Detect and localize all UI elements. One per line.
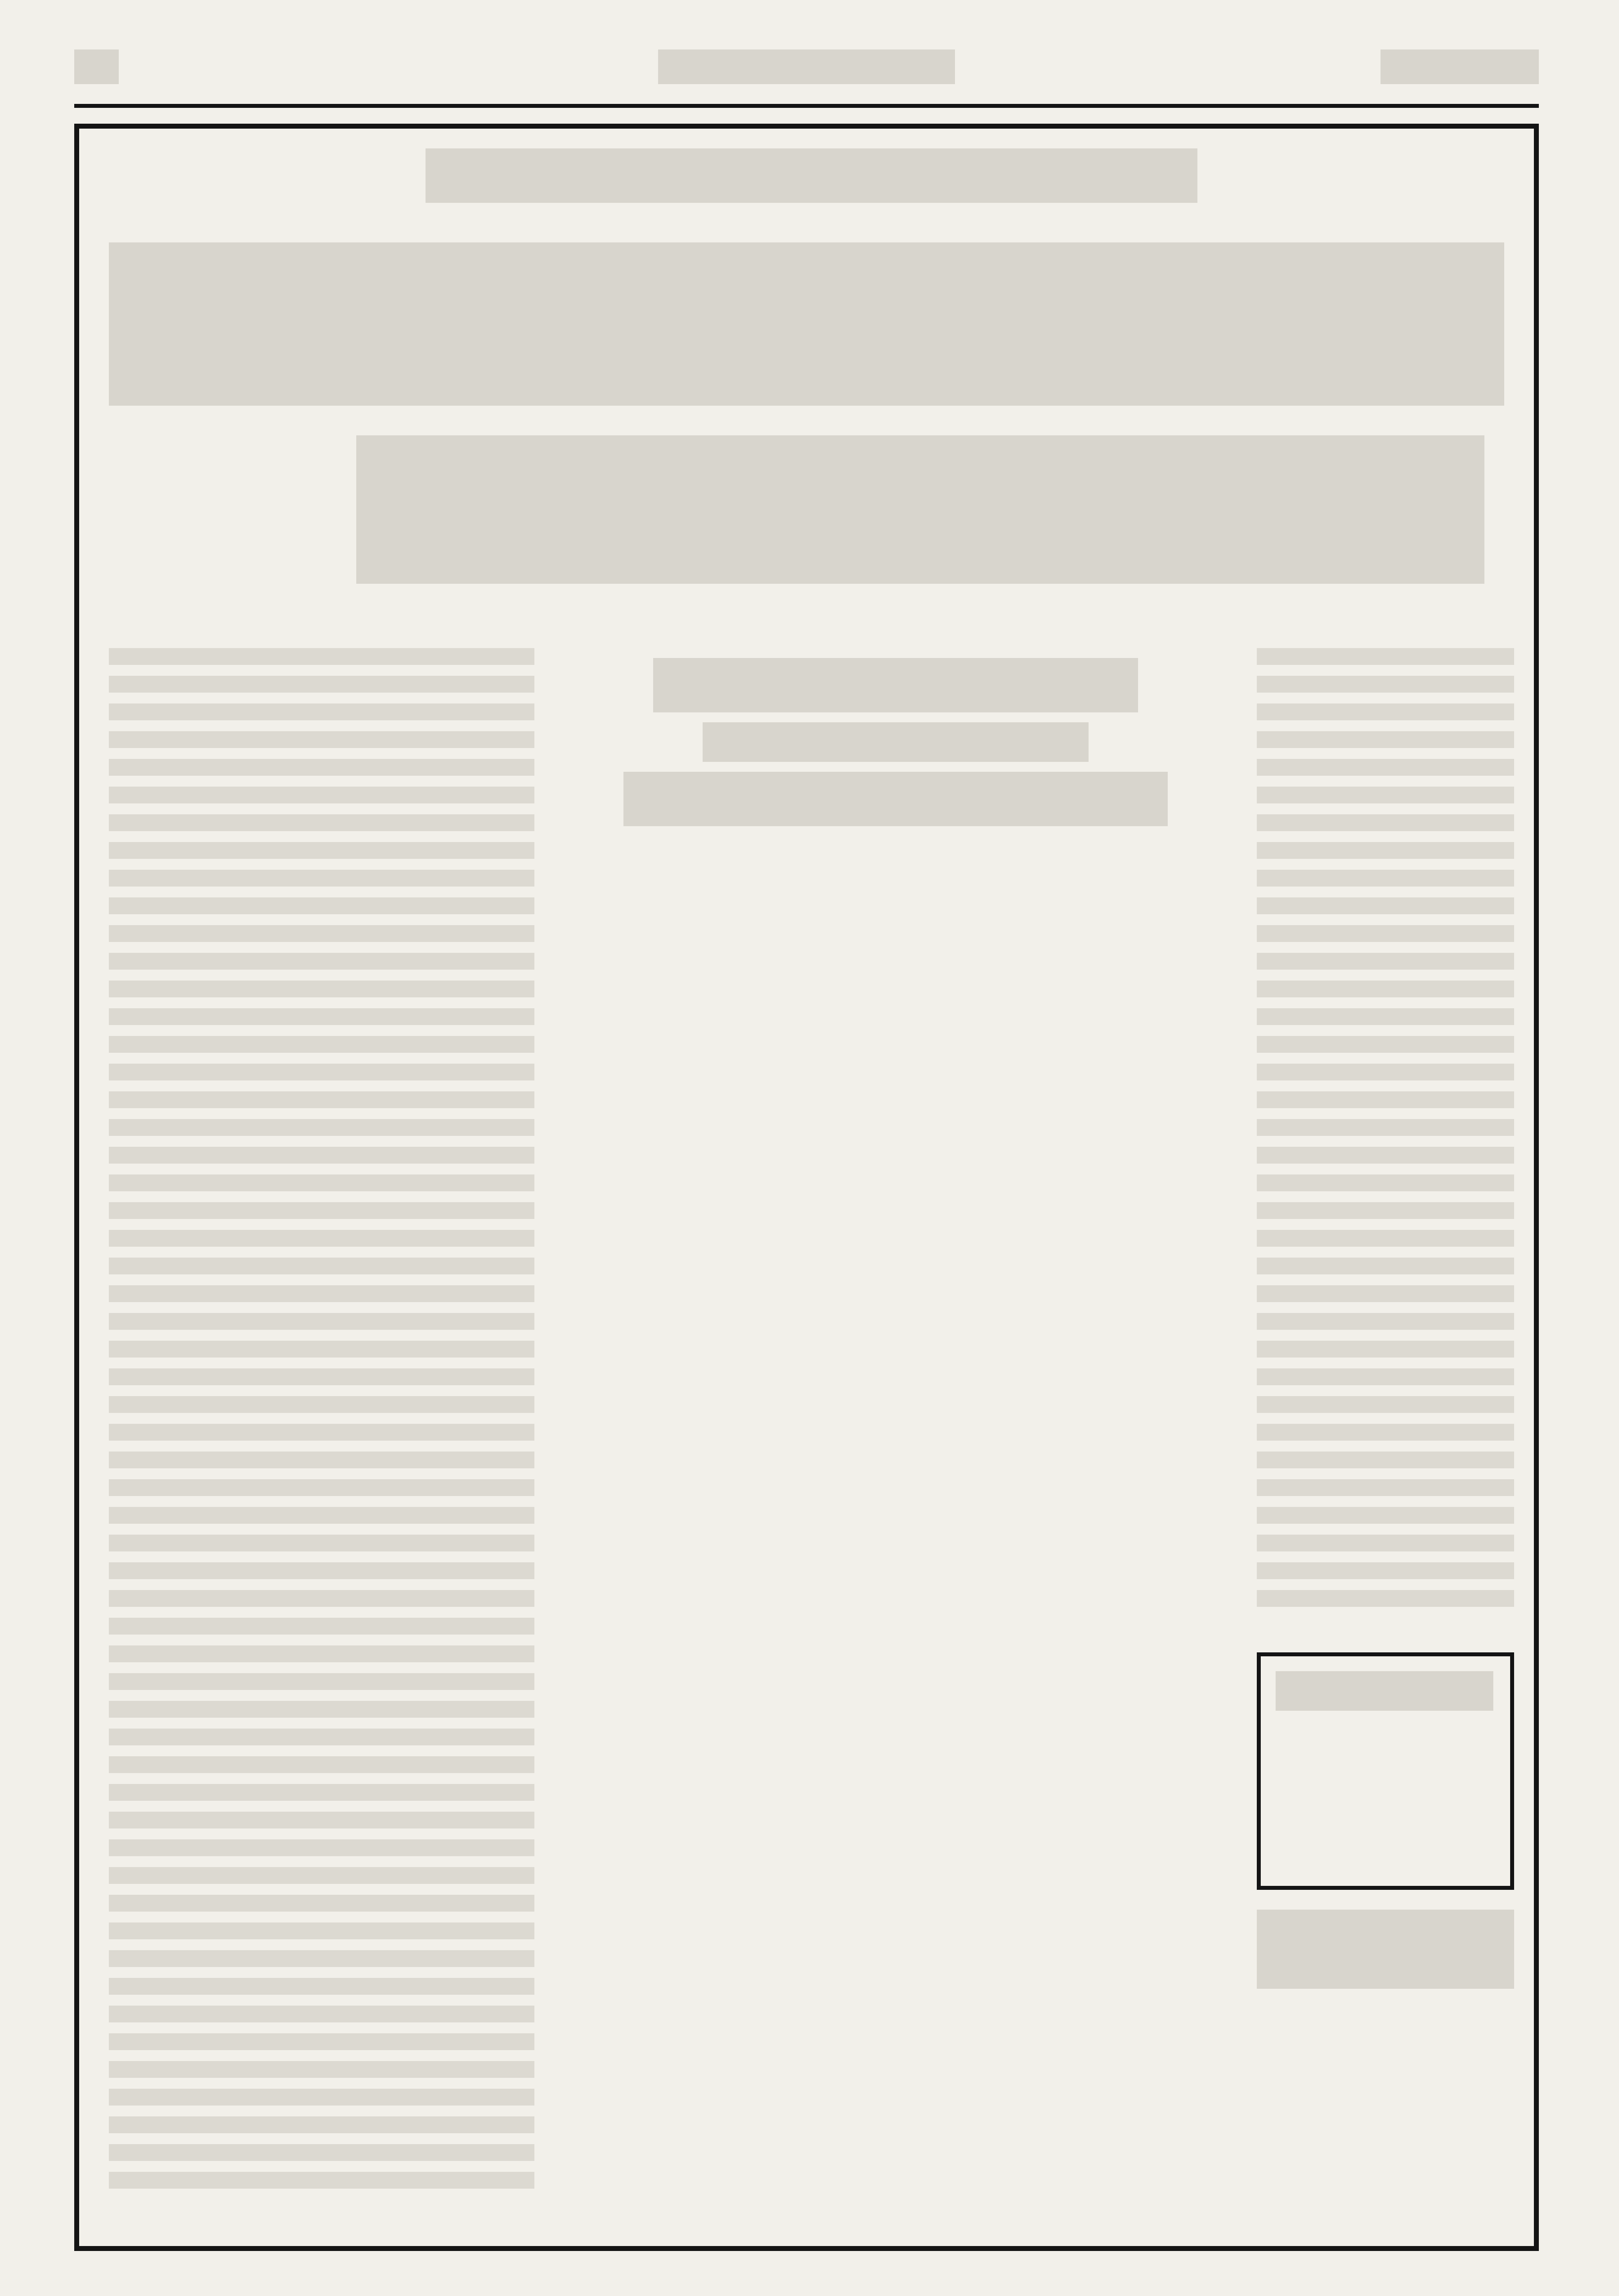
text-line-placeholder — [109, 1839, 534, 1856]
text-line-placeholder — [109, 703, 534, 720]
text-line-placeholder — [1257, 1590, 1514, 1607]
text-line-placeholder — [109, 1729, 534, 1745]
issue-date — [1381, 49, 1539, 84]
text-line-placeholder — [1257, 953, 1514, 970]
text-line-placeholder — [1257, 759, 1514, 776]
text-line-placeholder — [109, 1701, 534, 1718]
text-line-placeholder — [109, 925, 534, 942]
text-line-placeholder — [109, 1867, 534, 1884]
text-line-placeholder — [109, 814, 534, 831]
text-line-placeholder — [1257, 1091, 1514, 1108]
text-line-placeholder — [1257, 1396, 1514, 1413]
text-line-placeholder — [109, 676, 534, 693]
text-line-placeholder — [109, 1424, 534, 1441]
text-line-placeholder — [109, 1091, 534, 1108]
text-line-placeholder — [109, 1452, 534, 1468]
text-line-placeholder — [1257, 1341, 1514, 1358]
text-line-placeholder — [109, 787, 534, 803]
text-line-placeholder — [109, 1008, 534, 1025]
headline-line-1 — [109, 242, 1504, 406]
text-line-placeholder — [1257, 897, 1514, 914]
sub-article-subtitle-2 — [623, 772, 1168, 826]
text-line-placeholder — [109, 2116, 534, 2133]
text-line-placeholder — [109, 1285, 534, 1302]
text-line-placeholder — [1257, 676, 1514, 693]
text-line-placeholder — [1257, 814, 1514, 831]
text-line-placeholder — [109, 1368, 534, 1385]
text-line-placeholder — [109, 1258, 534, 1274]
text-line-placeholder — [109, 1341, 534, 1358]
text-line-placeholder — [109, 648, 534, 665]
text-line-placeholder — [1257, 703, 1514, 720]
text-line-placeholder — [109, 1922, 534, 1939]
text-line-placeholder — [1257, 925, 1514, 942]
left-column — [109, 648, 534, 2221]
sub-article-title — [653, 658, 1138, 712]
text-line-placeholder — [109, 981, 534, 997]
text-line-placeholder — [109, 1479, 534, 1496]
text-line-placeholder — [1257, 1202, 1514, 1219]
text-line-placeholder — [109, 1978, 534, 1995]
text-line-placeholder — [1257, 1479, 1514, 1496]
text-line-placeholder — [109, 1950, 534, 1967]
text-line-placeholder — [109, 2006, 534, 2022]
text-line-placeholder — [109, 897, 534, 914]
article-frame — [74, 124, 1539, 2251]
text-line-placeholder — [109, 2172, 534, 2189]
section-heading — [426, 148, 1197, 203]
text-line-placeholder — [1257, 787, 1514, 803]
text-line-placeholder — [1257, 1230, 1514, 1247]
advert-cement — [1257, 1652, 1514, 1890]
text-line-placeholder — [109, 1202, 534, 1219]
text-line-placeholder — [109, 1673, 534, 1690]
text-line-placeholder — [109, 1147, 534, 1164]
text-line-placeholder — [1257, 842, 1514, 859]
text-line-placeholder — [1257, 1452, 1514, 1468]
sub-article — [554, 648, 1237, 1638]
text-line-placeholder — [109, 870, 534, 887]
text-line-placeholder — [109, 1895, 534, 1912]
advert-tailor-title — [1257, 1910, 1514, 1989]
text-line-placeholder — [109, 1230, 534, 1247]
text-line-placeholder — [1257, 1424, 1514, 1441]
text-line-placeholder — [1257, 1507, 1514, 1524]
masthead — [74, 30, 1539, 108]
text-line-placeholder — [1257, 731, 1514, 748]
text-line-placeholder — [1257, 1064, 1514, 1080]
text-line-placeholder — [109, 1590, 534, 1607]
text-line-placeholder — [109, 953, 534, 970]
text-line-placeholder — [1257, 1008, 1514, 1025]
text-line-placeholder — [109, 1396, 534, 1413]
advert-cement-title — [1276, 1671, 1493, 1711]
text-line-placeholder — [1257, 648, 1514, 665]
text-line-placeholder — [1257, 1562, 1514, 1579]
text-line-placeholder — [1257, 1285, 1514, 1302]
text-line-placeholder — [1257, 1147, 1514, 1164]
text-line-placeholder — [1257, 981, 1514, 997]
text-line-placeholder — [109, 1812, 534, 1828]
sub-article-subtitle — [703, 722, 1089, 762]
text-line-placeholder — [109, 759, 534, 776]
text-line-placeholder — [109, 2144, 534, 2161]
text-line-placeholder — [109, 1507, 534, 1524]
text-line-placeholder — [109, 731, 534, 748]
text-line-placeholder — [109, 2089, 534, 2106]
page-number — [74, 49, 119, 84]
headline-line-2 — [356, 435, 1484, 584]
text-line-placeholder — [109, 2061, 534, 2078]
text-line-placeholder — [1257, 870, 1514, 887]
text-line-placeholder — [109, 1756, 534, 1773]
text-line-placeholder — [109, 1562, 534, 1579]
text-line-placeholder — [1257, 1368, 1514, 1385]
text-line-placeholder — [109, 1064, 534, 1080]
text-line-placeholder — [109, 1119, 534, 1136]
text-line-placeholder — [109, 2033, 534, 2050]
text-line-placeholder — [1257, 1036, 1514, 1053]
text-line-placeholder — [109, 1645, 534, 1662]
text-line-placeholder — [109, 842, 534, 859]
right-column — [1257, 648, 1514, 1638]
text-line-placeholder — [1257, 1174, 1514, 1191]
text-line-placeholder — [109, 1784, 534, 1801]
paper-title — [658, 49, 955, 84]
text-line-placeholder — [1257, 1313, 1514, 1330]
text-line-placeholder — [109, 1036, 534, 1053]
text-line-placeholder — [1257, 1119, 1514, 1136]
text-line-placeholder — [1257, 1535, 1514, 1551]
text-line-placeholder — [109, 1174, 534, 1191]
text-line-placeholder — [109, 1535, 534, 1551]
text-line-placeholder — [109, 1313, 534, 1330]
text-line-placeholder — [109, 1618, 534, 1635]
advert-tailor — [1257, 1910, 1514, 2226]
text-line-placeholder — [1257, 1258, 1514, 1274]
newspaper-page — [74, 30, 1539, 2266]
